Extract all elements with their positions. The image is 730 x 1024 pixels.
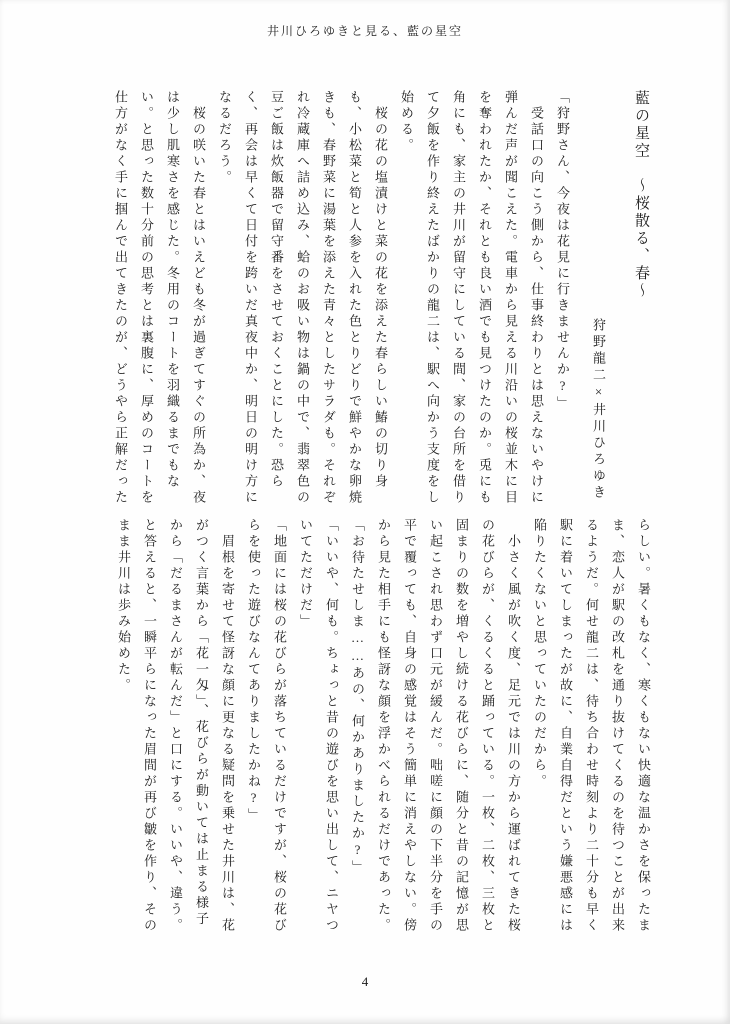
paragraph: 「いいや、何も。ちょっと昔の遊びを思い出して、ニヤついてただけだ」 xyxy=(298,518,339,934)
page-number: 4 xyxy=(361,974,369,989)
paragraph: 眉根を寄せて怪訝な顔に更なる疑問を乗せた井川は、花がつく言葉から「花一匁」、花びらが動いては止まる様子から「だるまさんが転んだ」と口にする。いいや、違う。と答えると、一瞬平らになった眉間が再び皺を作り、そのまま井川は歩み始めた。 xyxy=(116,518,235,934)
paragraph: 「お待たせしま……あの、何かありましたか?」 xyxy=(350,518,365,876)
story-title: 藍の星空 〜桜散る、春〜 xyxy=(633,90,649,300)
paragraph: 「地面には桜の花びらが落ちているだけですが、桜の花びらを使った遊びなんてありましたかね?」 xyxy=(246,518,287,934)
paragraph: 受話口の向こう側から、仕事終わりとは思えないやけに弾んだ声が聞こえた。電車から見える川沿いの桜並木に目を奪われたか、それとも良い酒でも見つけたのか。兎にも角にも、家主の井川が留守にしている間、家の台所を借りて夕飯を作り終えたばかりの龍二は、駅へ向かう支度をし始める。 xyxy=(399,90,544,506)
text-block-lower xyxy=(110,518,656,936)
paragraph: 小さく風が吹く度、足元では川の方から運ばれてきた桜の花びらが、くるくると踊っている。一枚、二枚、三枚と固まりの数を増やし続ける花びらに、随分と昔の記憶が思い起こされ思わず口元が緩んだ。咄嗟に顔の下半分を手の平で覆っても、自身の感覚はそう簡単に消えやしない。傍から見た相手にも怪訝な顔を浮かべられるだけであった。 xyxy=(376,518,521,934)
paragraph: 桜の花の塩漬けと菜の花を添えた春らしい鰆の切り身も、小松菜と筍と人参を入れた色とりどりで鮮やかな卵焼きも、春野菜に湯葉を添えた青々としたサラダも。それぞれ冷蔵庫へ詰め込み、蛤のお吸い物は鍋の中で、翡翠色の豆ご飯は炊飯器で留守番をさせておくことにした。恐らく、再会は早くて日付を跨いだ真夜中か、明日の明け方になるだろう。 xyxy=(217,90,388,506)
story-author: 狩野龍二×井川ひろゆき xyxy=(591,318,606,502)
paragraph: 「狩野さん、今夜は花見に行きませんか?」 xyxy=(555,90,570,412)
running-header: 井川ひろゆきと見る、藍の星空 xyxy=(266,24,463,38)
text-block-upper xyxy=(107,90,656,508)
paragraph: 桜の咲いた春とはいえども冬が過ぎてすぐの所為か、夜は少し肌寒さを感じた。冬用のコートを羽織るまでもない。と思った数十分前の思考とは裏腹に、厚めのコートを仕方がなく手に掴んで出てきたのが、どうやら正解だった xyxy=(113,90,206,506)
paragraph: らしい。暑くもなく、寒くもない快適な温かさを保ったまま、恋人が駅の改札を通り抜けてくるのを待つことが出来るようだ。何せ龍二は、待ち合わせ時刻より二十分も早く駅に着いてしまったが故に、自業自得だという嫌悪感には陥りたくないと思っていたのだから。 xyxy=(532,518,651,934)
